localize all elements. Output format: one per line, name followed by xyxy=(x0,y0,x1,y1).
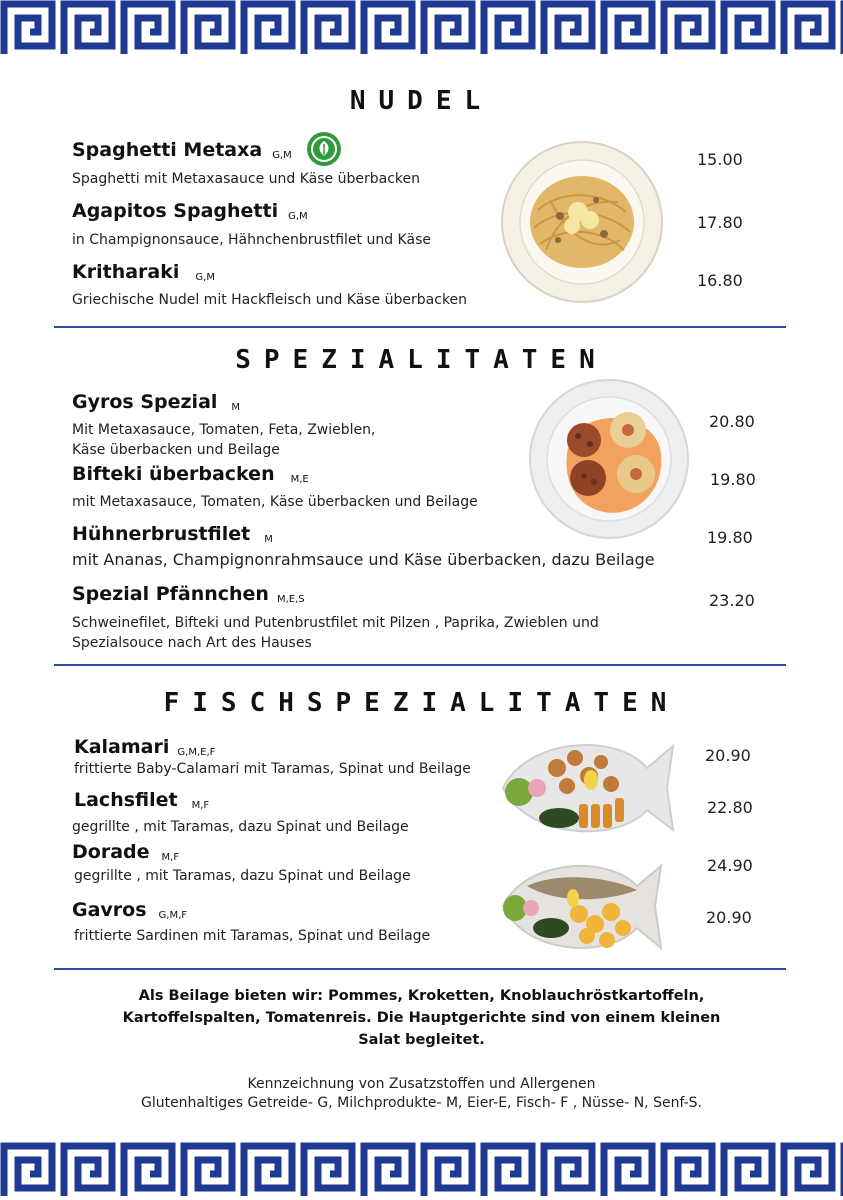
item-price: 20.90 xyxy=(705,746,751,765)
item-description: Mit Metaxasauce, Tomaten, Feta, Zwieblen, xyxy=(72,422,376,438)
side-dishes-line-2: Kartoffelspalten, Tomatenreis. Die Hauptgerichte sind von einem kleinen xyxy=(122,1010,721,1026)
allergen-legend-title: Kennzeichnung von Zusatzstoffen und Allergenen xyxy=(247,1076,596,1092)
vegetarian-badge-icon xyxy=(306,131,342,167)
greek-key-border-top xyxy=(0,0,843,58)
item-allergens: G,M xyxy=(272,150,292,161)
item-price: 19.80 xyxy=(710,470,756,489)
item-name: Lachsfilet xyxy=(74,789,178,811)
section-divider xyxy=(54,968,786,970)
item-allergens: M xyxy=(231,402,241,413)
item-allergens: M,F xyxy=(191,800,210,811)
item-name: Kalamari xyxy=(74,736,170,758)
item-price: 15.00 xyxy=(697,150,743,169)
item-description: mit Metaxasauce, Tomaten, Käse überbacken und Beilage xyxy=(72,494,478,510)
side-dishes-note xyxy=(0,985,843,1051)
item-allergens: G,M xyxy=(195,272,215,283)
greek-key-border-bottom xyxy=(0,1142,843,1200)
item-allergens: M,E xyxy=(290,474,309,485)
section-title-nudel: NUDEL xyxy=(349,86,494,116)
item-price: 20.90 xyxy=(706,908,752,927)
gavros-fish-plate-image xyxy=(497,850,665,962)
menu-item-gavros xyxy=(72,899,187,921)
item-name: Agapitos Spaghetti xyxy=(72,200,279,222)
item-description-line2: Spezialsouce nach Art des Hauses xyxy=(72,635,312,651)
menu-item-huehnerbrustfilet xyxy=(72,523,273,545)
menu-item-agapitos-spaghetti xyxy=(72,200,308,222)
item-allergens: M,F xyxy=(161,852,180,863)
calamari-fish-plate-image xyxy=(497,728,677,848)
item-description: Spaghetti mit Metaxasauce und Käse überbacken xyxy=(72,171,420,187)
item-price: 22.80 xyxy=(707,798,753,817)
item-price: 17.80 xyxy=(697,213,743,232)
section-divider xyxy=(54,326,786,328)
menu-item-kalamari xyxy=(74,736,215,758)
item-description: gegrillte , mit Taramas, dazu Spinat und Beilage xyxy=(74,868,411,884)
menu-item-spaghetti-metaxa xyxy=(72,139,292,161)
item-description-line2: Käse überbacken und Beilage xyxy=(72,442,280,458)
item-price: 16.80 xyxy=(697,271,743,290)
item-description: in Champignonsauce, Hähnchenbrustfilet und Käse xyxy=(72,232,431,248)
menu-item-spezial-pfaennchen xyxy=(72,583,305,605)
item-allergens: G,M,E,F xyxy=(177,747,216,758)
item-price: 24.90 xyxy=(707,856,753,875)
item-name: Gyros Spezial xyxy=(72,391,218,413)
item-price: 23.20 xyxy=(709,591,755,610)
item-description: frittierte Baby-Calamari mit Taramas, Spinat und Beilage xyxy=(74,761,471,777)
item-description: Schweinefilet, Bifteki und Putenbrustfilet mit Pilzen , Paprika, Zwieblen und xyxy=(72,615,599,631)
item-allergens: M xyxy=(264,534,273,545)
item-description: Griechische Nudel mit Hackfleisch und Käse überbacken xyxy=(72,292,468,308)
item-name: Spezial Pfännchen xyxy=(72,583,269,605)
item-description: frittierte Sardinen mit Taramas, Spinat und Beilage xyxy=(74,928,431,944)
side-dishes-line-3: Salat begleitet. xyxy=(358,1032,485,1048)
pasta-plate-image xyxy=(500,140,665,305)
item-name: Kritharaki xyxy=(72,261,180,283)
item-description: gegrillte , mit Taramas, dazu Spinat und Beilage xyxy=(72,819,409,835)
item-name: Gavros xyxy=(72,899,147,921)
menu-item-kritharaki xyxy=(72,261,215,283)
item-name: Bifteki überbacken xyxy=(72,463,275,485)
item-name: Hühnerbrustfilet xyxy=(72,523,251,545)
section-title-spezialitaten: SPEZIALITATEN xyxy=(235,345,608,375)
item-name: Spaghetti Metaxa xyxy=(72,139,263,161)
menu-item-bifteki-ueberbacken xyxy=(72,463,309,485)
item-description: mit Ananas, Champignonrahmsauce und Käse überbacken, dazu Beilage xyxy=(72,550,655,569)
section-title-fischspezialitaten: FISCHSPEZIALITATEN xyxy=(163,688,680,718)
item-allergens: M,E,S xyxy=(276,594,305,605)
allergen-legend-list: Glutenhaltiges Getreide- G, Milchprodukte- M, Eier-E, Fisch- F , Nüsse- N, Senf-S. xyxy=(140,1095,703,1111)
spezial-plate-image xyxy=(528,378,690,540)
item-allergens: G,M,F xyxy=(158,910,188,921)
menu-item-lachsfilet xyxy=(74,789,209,811)
menu-item-dorade xyxy=(72,841,179,863)
item-name: Dorade xyxy=(72,841,150,863)
item-price: 20.80 xyxy=(709,412,755,431)
section-divider xyxy=(54,664,786,666)
item-allergens: G,M xyxy=(288,211,308,222)
menu-item-gyros-spezial xyxy=(72,391,240,413)
side-dishes-line-1: Als Beilage bieten wir: Pommes, Kroketten, Knoblauchröstkartoffeln, xyxy=(138,988,705,1004)
item-price: 19.80 xyxy=(707,528,753,547)
allergen-legend xyxy=(0,1075,843,1113)
